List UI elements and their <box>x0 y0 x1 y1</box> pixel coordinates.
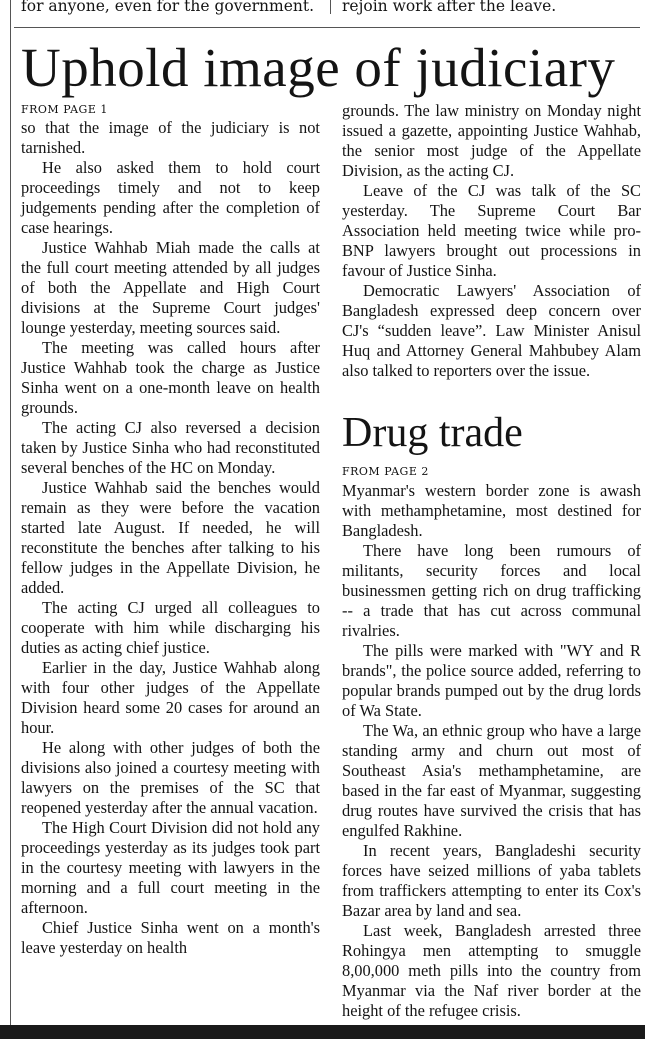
paragraph: so that the image of the judiciary is not tarnished. <box>21 118 320 157</box>
page-bottom-bar <box>0 1025 645 1039</box>
paragraph: Last week, Bangladesh arrested three Rohingya men attempting to smuggle 8,00,000 meth pills into the country from Myanmar via the Naf river border at the height of the refugee crisis. <box>342 921 641 1020</box>
paragraph: He also asked them to hold court proceedings timely and not to keep judgements pending after the completion of case hearings. <box>21 158 320 237</box>
article2-kicker: FROM PAGE 2 <box>342 465 429 478</box>
paragraph: Leave of the CJ was talk of the SC yesterday. The Supreme Court Bar Association held meeting twice while pro-BNP lawyers brought out processions in favour of Justice Sinha. <box>342 181 641 280</box>
paragraph: Chief Justice Sinha went on a month's leave yesterday on health <box>21 918 320 957</box>
article1-kicker: FROM PAGE 1 <box>21 103 108 116</box>
paragraph: grounds. The law ministry on Monday night issued a gazette, appointing Justice Wahhab, the senior most judge of the Appellate Division, as the acting CJ. <box>342 101 641 180</box>
top-column-rule <box>330 0 331 14</box>
paragraph: The pills were marked with "WY and R brands", the police source added, referring to popular brands pumped out by the drug lords of Wa State. <box>342 641 641 720</box>
paragraph: The acting CJ also reversed a decision taken by Justice Sinha who had reconstituted several benches of the HC on Monday. <box>21 418 320 477</box>
previous-story-tail-left: for anyone, even for the government. <box>21 0 315 15</box>
article1-headline: Uphold image of judiciary <box>21 37 616 98</box>
left-column-rule <box>10 0 11 1026</box>
paragraph: Justice Wahhab Miah made the calls at the full court meeting attended by all judges of both the Appellate and High Court divisions at the Supreme Court judges' lounge yesterday, meeting sources said. <box>21 238 320 337</box>
article1-left-column <box>21 118 320 958</box>
section-divider <box>14 27 640 28</box>
paragraph: Earlier in the day, Justice Wahhab along with four other judges of the Appellate Division heard some 20 cases for around an hour. <box>21 658 320 737</box>
paragraph: The Wa, an ethnic group who have a large standing army and churn out most of Southeast Asia's methamphetamine, are based in the far east of Myanmar, suggesting drug routes have survived the crisis that has engulfed Rakhine. <box>342 721 641 840</box>
paragraph: The meeting was called hours after Justice Wahhab took the charge as Justice Sinha went on a one-month leave on health grounds. <box>21 338 320 417</box>
article2-column <box>342 481 641 1021</box>
paragraph: Democratic Lawyers' Association of Bangladesh expressed deep concern over CJ's “sudden leave”. Law Minister Anisul Huq and Attorney General Mahbubey Alam also talked to reporters over the issue. <box>342 281 641 380</box>
article1-right-column <box>342 101 641 381</box>
paragraph: Justice Wahhab said the benches would remain as they were before the vacation started late August. If needed, he will reconstitute the benches after talking to his fellow judges in the Appellate Division, he added. <box>21 478 320 597</box>
paragraph: There have long been rumours of militants, security forces and local businessmen getting rich on drug trafficking -- a trade that has cut across communal rivalries. <box>342 541 641 640</box>
paragraph: The acting CJ urged all colleagues to cooperate with him while discharging his duties as acting chief justice. <box>21 598 320 657</box>
previous-story-tail-right: rejoin work after the leave. <box>342 0 557 15</box>
paragraph: In recent years, Bangladeshi security forces have seized millions of yaba tablets from traffickers attempting to enter its Cox's Bazar area by land and sea. <box>342 841 641 920</box>
article2-headline: Drug trade <box>342 410 523 456</box>
paragraph: The High Court Division did not hold any proceedings yesterday as its judges took part in the courtesy meeting with lawyers in the morning and a full court meeting in the afternoon. <box>21 818 320 917</box>
paragraph: He along with other judges of both the divisions also joined a courtesy meeting with lawyers on the premises of the SC that reopened yesterday after the annual vacation. <box>21 738 320 817</box>
paragraph: Myanmar's western border zone is awash with methamphetamine, most destined for Bangladesh. <box>342 481 641 540</box>
